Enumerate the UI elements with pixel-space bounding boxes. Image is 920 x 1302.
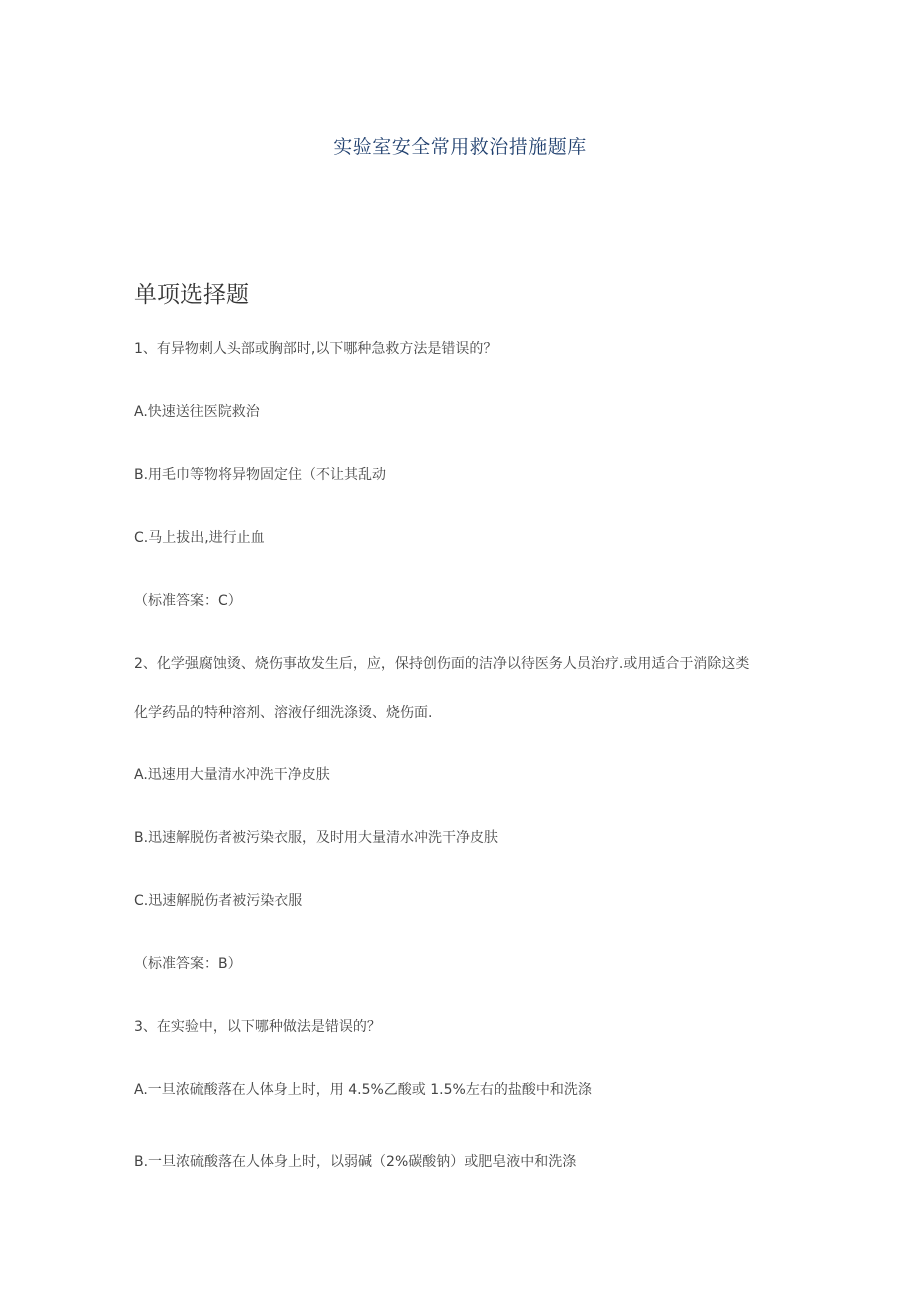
question-stem: 1、有异物刺人头部或胸部时,以下哪种急救方法是错误的？ (134, 341, 498, 357)
option-a: A.迅速用大量清水冲洗干净皮肤 (134, 767, 330, 783)
section-heading: 单项选择题 (134, 282, 249, 308)
document-title: 实验室安全常用救治措施题库 (333, 136, 587, 158)
standard-answer: （标准答案：C） (134, 593, 242, 609)
option-a: A.快速送往医院救治 (134, 404, 260, 420)
question-stem: 3、在实验中，以下哪种做法是错误的？ (134, 1019, 381, 1035)
option-c: C.迅速解脱伤者被污染衣服 (134, 893, 303, 909)
question-stem-continued: 化学药品的特种溶剂、溶液仔细洗涤烫、烧伤面. (134, 705, 433, 721)
option-c: C.马上拔出,进行止血 (134, 530, 265, 546)
standard-answer: （标准答案：B） (134, 956, 242, 972)
question-stem: 2、化学强腐蚀烫、烧伤事故发生后，应，保持创伤面的洁净以待医务人员治疗.或用适合于消除这类 (134, 656, 750, 672)
option-a: A.一旦浓硫酸落在人体身上时，用 4.5%乙酸或 1.5%左右的盐酸中和洗涤 (134, 1082, 592, 1098)
option-b: B.迅速解脱伤者被污染衣服，及时用大量清水冲洗干净皮肤 (134, 830, 499, 846)
option-b: B.一旦浓硫酸落在人体身上时，以弱碱（2%碳酸钠）或肥皂液中和洗涤 (134, 1154, 577, 1170)
option-b: B.用毛巾等物将异物固定住（不让其乱动 (134, 467, 387, 483)
